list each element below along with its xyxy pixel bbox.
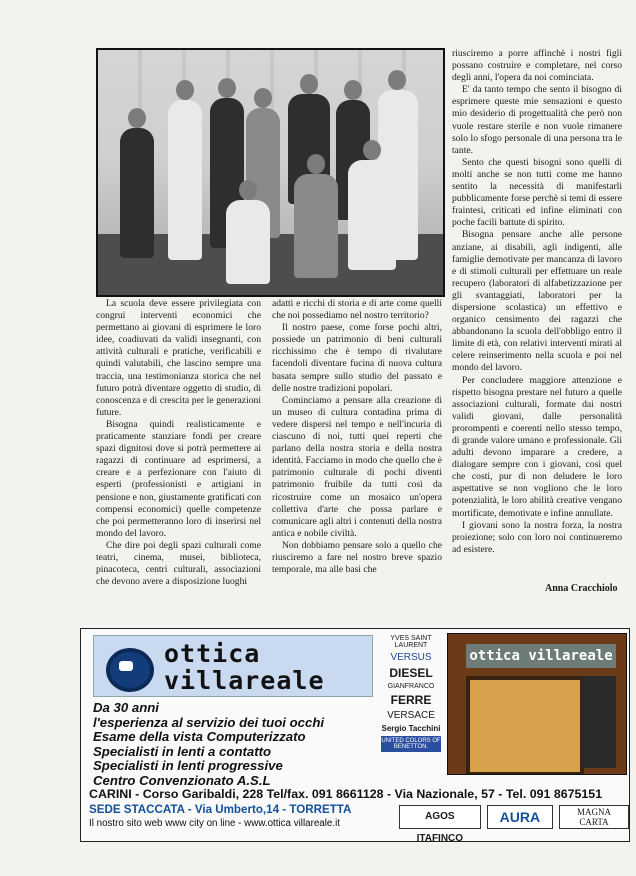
brand-gianfranco: GIANFRANCO xyxy=(387,683,435,690)
photo-head xyxy=(307,154,325,174)
brand-ysl: YVES SAINT LAURENT xyxy=(390,635,432,649)
website-line: Il nostro sito web www city on line - www.ottica villareale.it xyxy=(89,818,340,829)
photo-person xyxy=(294,174,338,278)
ad-taglines xyxy=(93,701,393,789)
shop-door xyxy=(582,676,616,768)
tagline: Specialisti in lenti a contatto xyxy=(93,743,272,759)
brand-logo xyxy=(93,635,373,697)
tagline: Specialisti in lenti progressive xyxy=(93,758,283,774)
paragraph: Non dobbiamo pensare solo a quello che riusciremo a fare nel nostro breve spazio temporale, ma alle basi che xyxy=(272,539,442,576)
badge-agos-itafinco: AGOS ITAFINCO xyxy=(399,805,481,829)
paragraph: I giovani sono la nostra forza, la nostra proiezione; solo con loro noi continueremo ad esistere. xyxy=(452,519,622,555)
photo-head xyxy=(254,88,272,108)
article-column-2 xyxy=(272,298,442,576)
photo-head xyxy=(344,80,362,100)
photo-person xyxy=(120,128,154,258)
group-photo xyxy=(96,48,445,297)
article-column-1 xyxy=(96,298,261,588)
paragraph: Per concludere maggiore attenzione e rispetto bisogna prestare nel futuro a quelle associazioni culturali, formate dai nostri validi giovani, dalle personalità prorompenti e coerenti nello stesso tempo, di grande valore umano e professionale. Gli adulti devono imparare a credere, a dialogare sempre con i giovani, così quel che costi, pur di non deludere le loro aspettative se non vogliono che le loro potenzialità, le loro abilità creative vengano mortificate, demotivate e infine annullate. xyxy=(452,374,622,519)
brand-versus: VERSUS xyxy=(390,652,432,663)
photo-head xyxy=(128,108,146,128)
paragraph: adatti e ricchi di storia e di arte come quelli che noi possediamo nel nostro territorio? xyxy=(272,298,442,322)
photo-head xyxy=(300,74,318,94)
tagline: Da 30 anni xyxy=(93,700,159,715)
ottica-villareale-ad xyxy=(80,628,630,842)
brand-diesel: DIESEL xyxy=(389,666,433,680)
paragraph: riusciremo a porre affinchè i nostri figli possano costruire e completare, nel corso degli anni, l'opera da noi cominciata. xyxy=(452,48,622,84)
partner-badges xyxy=(399,805,629,844)
photo-head xyxy=(218,78,236,98)
shop-photo xyxy=(447,633,627,775)
paragraph: Il nostro paese, come forse pochi altri, possiede un patrimonio di beni culturali ricchissimo che è tempo di rivalutare facendoli diventare fucina di nuova cultura basata sempre sullo studio del passato e delle nostre tradizioni popolari. xyxy=(272,322,442,394)
tagline: Esame della vista Computerizzato xyxy=(93,729,306,745)
photo-head xyxy=(176,80,194,100)
eye-logo-icon xyxy=(106,648,154,692)
photo-head xyxy=(388,70,406,90)
paragraph: Bisogna quindi realisticamente e praticamente stanziare fondi per creare spazi dignitosi dove si potrà permettere ai ragazzi di continuare ad esprimersi, a creare e a perfezionare con l'aiuto di esperti (professionisti e artigiani in pensione e non, giustamente gratificati con compensi economici) quelle competenze che poi permetteranno loro di inserirsi nel mondo del lavoro. xyxy=(96,418,261,539)
brand-sergio-tacchini: Sergio Tacchini xyxy=(381,724,441,733)
address-line: CARINI - Corso Garibaldi, 228 Tel/fax. 091 8661128 - Via Nazionale, 57 - Tel. 091 8675151 xyxy=(89,787,603,801)
shop-sign: ottica villareale xyxy=(466,644,616,668)
tagline: l'esperienza al servizio dei tuoi occhi xyxy=(93,714,325,730)
tagline: Centro Convenzionato A.S.L xyxy=(93,772,271,788)
photo-person xyxy=(226,200,270,284)
photo-person xyxy=(168,100,202,260)
paragraph: La scuola deve essere privilegiata con congrui interventi economici che permettano ai giovani di esprimere le loro idee, coadiuvati da validi insegnanti, con attività culturali e pratiche, verificabili e quindi valutabili, che lascino sempre una traccia, una testimonianza storica che nel futuro potrà diventare oggetto di studio, di conoscenza e di crescita per le generazioni future. xyxy=(96,298,261,418)
brand-name-line2: villareale xyxy=(164,666,325,695)
brand-ferre: FERRE xyxy=(390,693,432,707)
paragraph: Sento che questi bisogni sono quelli di molti anche se non tutti come me hanno sentito la necessità di manifestarli pubblicamente forse perchè si temi di essere fraintesi, criticati ed infine eliminati con poche facili battute di spirito. xyxy=(452,156,622,229)
branch-line: SEDE STACCATA - Via Umberto,14 - TORRETTA xyxy=(89,803,352,816)
brand-name xyxy=(164,640,325,694)
photo-person xyxy=(348,160,396,270)
photo-head xyxy=(239,180,257,200)
brand-versace: VERSACE xyxy=(387,710,435,721)
paragraph: E' da tanto tempo che sento il bisogno di esprimere queste mie sensazioni e questo mio desiderio di progettualità che però non vuole restare sterile e non vuole rimanere solo lo sfogo personale di una persona tra le tante. xyxy=(452,84,622,156)
paragraph: Che dire poi degli spazi culturali come teatri, cinema, musei, biblioteca, pinacoteca, centri culturali, associazioni che devono avere a disposizione luoghi xyxy=(96,539,261,588)
badge-magna-carta: MAGNA CARTA xyxy=(559,805,629,829)
paragraph: Bisogna pensare anche alle persone anziane, ai disabili, agli indigenti, alle famiglie demotivate per mancanza di lavoro e di stimoli culturali per effettuare un reale recupero (laboratori di alfabetizzazione per gli svantaggiati, laboratori per la dispersione scolastica) un effettivo e organico censimento dei ragazzi che abbandonano la scuola dell'obbligo entro il limite di età, con relativi interventi mirati al celere reinserimento nella scuola e poi nel mondo del lavoro. xyxy=(452,229,622,374)
photo-head xyxy=(363,140,381,160)
paragraph: Cominciamo a pensare alla creazione di un museo di cultura contadina prima di vedere dispersi nel tempo e nell'incuria di ciascuno di noi, tutti quei reperti che parlano della nostra storia e della nostra identità. Facciamo in modo che quello che è patrimonio culturale di pochi diventi patrimonio fruibile da tutti così da ricostruire come un mosaico un'opera collettiva d'arte che possa parlare e comunicare agli altri i contenuti della nostra antica e nobile civiltà. xyxy=(272,394,442,539)
article-column-3 xyxy=(452,48,622,556)
brand-benetton: UNITED COLORS OF BENETTON. xyxy=(381,738,441,750)
brand-name-line1: ottica xyxy=(164,639,261,668)
badge-aura: AURA xyxy=(487,805,553,829)
author-signature: Anna Cracchiolo xyxy=(545,583,618,594)
shop-window xyxy=(466,676,584,775)
